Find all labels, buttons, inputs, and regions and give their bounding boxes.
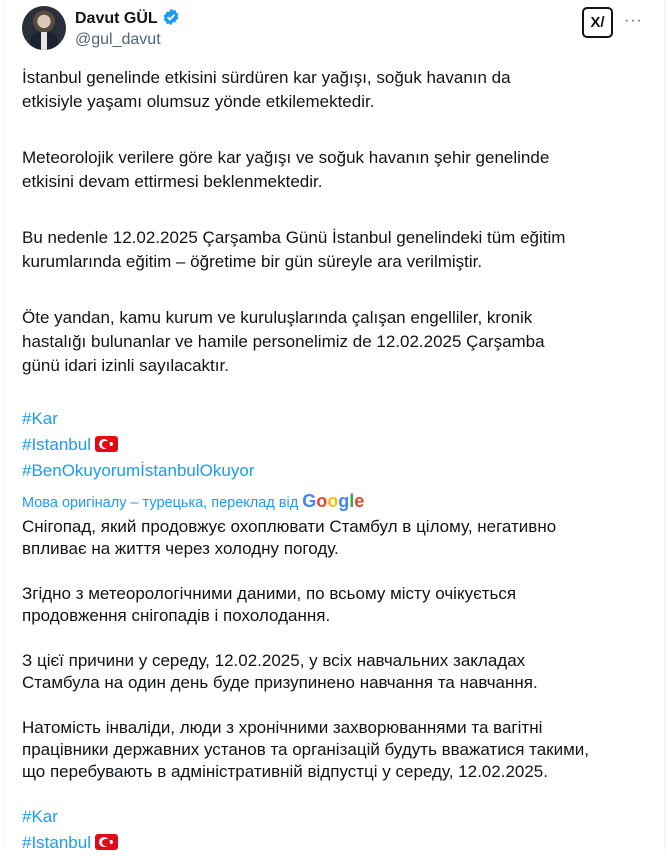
paragraph: [22, 717, 652, 783]
text-line: İstanbul genelinde etkisini sürdüren kar yağışı, soğuk havanın da: [22, 68, 511, 87]
text-line: günü idari izinli sayılacaktır.: [22, 356, 229, 375]
hashtag-kar[interactable]: #Kar: [22, 409, 58, 428]
translation-hashtags: [22, 804, 652, 856]
paragraph: [22, 226, 652, 274]
text-line: etkisiyle yaşamı olumsuz yönde etkilemektedir.: [22, 92, 375, 111]
turkey-flag-icon: [95, 834, 118, 850]
text-line: Стамбула на один день буде призупинено навчання та навчання.: [22, 673, 538, 692]
paragraph: [22, 306, 652, 378]
tweet-text: [22, 66, 652, 856]
paragraph: [22, 146, 652, 194]
grok-button[interactable]: X/: [582, 7, 613, 38]
paragraph: [22, 583, 652, 627]
text-line: працівники державних установ та організацій будуть вважатися такими,: [22, 740, 590, 759]
text-line: Згідно з метеорологічними даними, по всьому місту очікується: [22, 584, 517, 603]
paragraph: [22, 66, 652, 114]
turkey-flag-icon: [95, 436, 118, 452]
more-options-icon[interactable]: ···: [624, 12, 643, 29]
text-line: що перебувають в адміністративній відпустці у середу, 12.02.2025.: [22, 762, 548, 781]
text-line: Натомість інваліди, люди з хронічними захворюваннями та вагітні: [22, 718, 543, 737]
text-line: etkisini devam ettirmesi beklenmektedir.: [22, 172, 323, 191]
hashtags: [22, 406, 652, 484]
hashtag-kar[interactable]: #Kar: [22, 807, 58, 826]
hashtag-istanbul[interactable]: #Istanbul: [22, 432, 652, 458]
text-line: Bu nedenle 12.02.2025 Çarşamba Günü İstanbul genelindeki tüm eğitim: [22, 228, 566, 247]
text-line: продовження снігопадів і похолодання.: [22, 606, 331, 625]
paragraph: [22, 516, 652, 560]
text-line: hastalığı bulunanlar ve hamile personelimiz de 12.02.2025 Çarşamba: [22, 332, 545, 351]
hashtag-istanbul[interactable]: #Istanbul: [22, 830, 652, 856]
text-line: Meteorolojik verilere göre kar yağışı ve soğuk havanın şehir genelinde: [22, 148, 550, 167]
text-line: Снігопад, який продовжує охоплювати Стамбул в цілому, негативно: [22, 517, 557, 536]
hashtag-benokuyorum[interactable]: #BenOkuyorumİstanbulOkuyor: [22, 461, 255, 480]
translation-label[interactable]: Мова оригіналу – турецька, переклад від Google: [22, 491, 365, 511]
text-line: kurumlarında eğitim – öğretime bir gün süreyle ara verilmiştir.: [22, 252, 483, 271]
avatar[interactable]: [22, 6, 66, 50]
paragraph: [22, 650, 652, 694]
text-line: З цієї причини у середу, 12.02.2025, у всіх навчальних закладах: [22, 651, 526, 670]
google-logo: Google: [302, 491, 365, 511]
author-name[interactable]: Davut GÜL: [75, 8, 180, 28]
text-line: впливає на життя через холодну погоду.: [22, 539, 339, 558]
verified-badge-icon: [162, 8, 180, 26]
text-line: Öte yandan, kamu kurum ve kuruluşlarında çalışan engelliler, kronik: [22, 308, 533, 327]
author-handle[interactable]: @gul_davut: [75, 31, 161, 48]
